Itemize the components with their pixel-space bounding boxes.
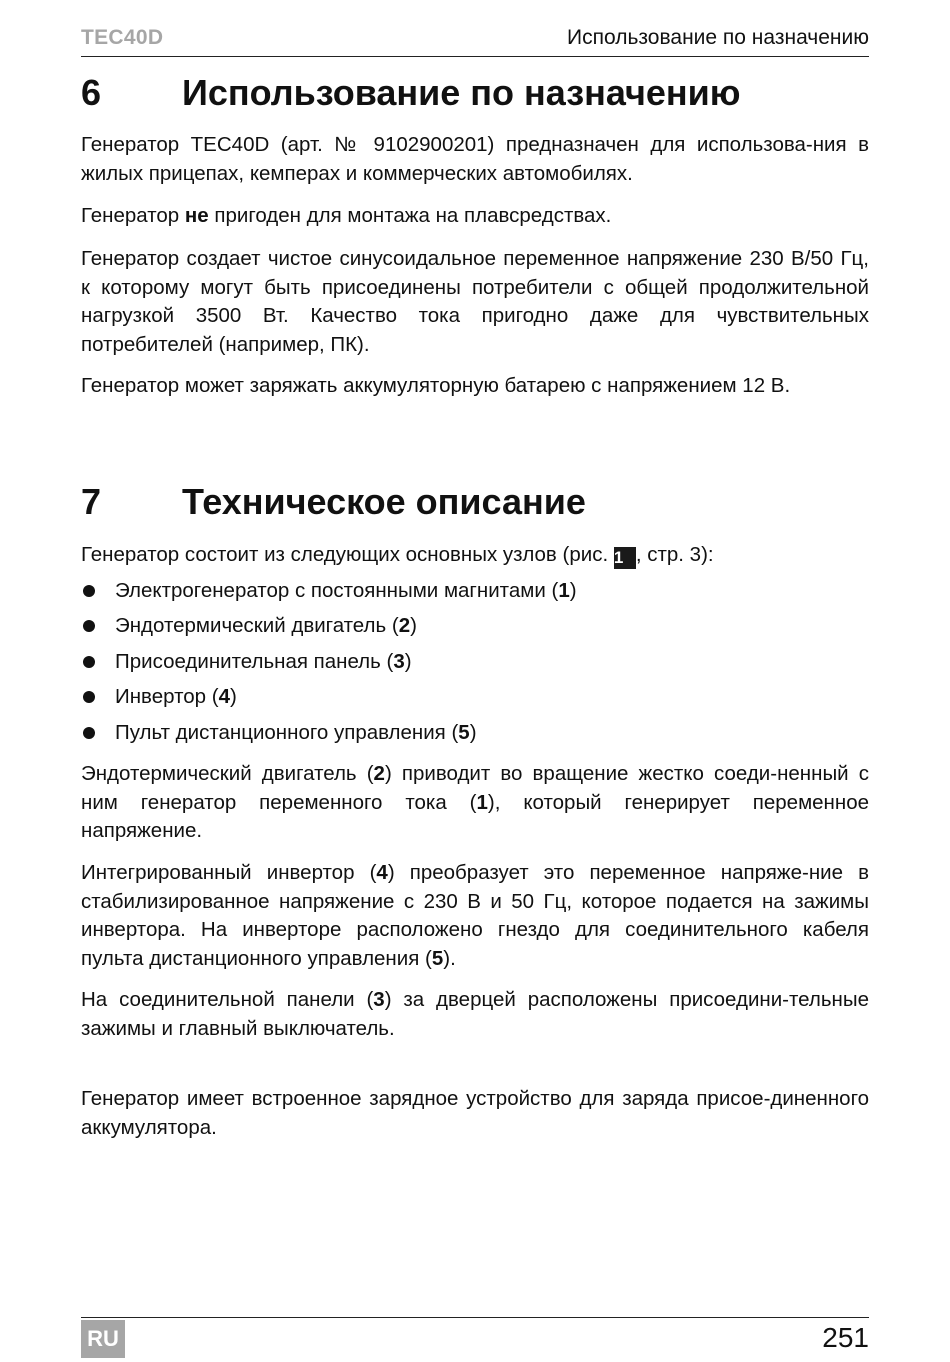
section-6-title: Использование по назначению [182,72,741,113]
text-run: Генератор [81,204,185,227]
text-run: ) [410,614,417,638]
section-6-paragraph-3: Генератор создает чистое синусоидальное переменное напряжение 230 В/50 Гц, к которому могут быть присоединены потребители с общей продолжительной нагрузкой 3500 Вт. Качество тока пригодно даже для чувствительных потребителей (например, ПК). [81,247,869,356]
text-run: , стр. 3): [635,543,714,566]
components-list [81,573,869,750]
text-run: пригоден для монтажа на плавсредствах. [208,204,612,227]
document-page [81,0,869,1362]
text-run: На соединительной панели ( [81,988,374,1011]
bullet-icon [83,620,95,632]
section-6-number: 6 [81,72,102,113]
bold-number: 2 [373,762,385,785]
section-7-heading [81,482,869,522]
text-run: Интегрированный инвертор ( [81,861,377,884]
figure-reference-badge: 1 [614,547,636,569]
list-item [81,715,869,750]
text-run: ) за дверцей расположены присоедини-тельные зажимы и главный выключатель. [81,988,869,1040]
list-item [81,608,869,643]
section-7-number: 7 [81,481,102,522]
list-item [81,573,869,608]
text-run: ) преобразует это переменное напряже-ние в стабилизированное напряжение с 230 В и 50 Гц, которое подается на зажимы инвертора. На инверторе расположено гнездо для соединительного кабеля пульта дистанционного управления ( [81,861,869,970]
list-item-number: 1 [558,579,570,602]
bullet-icon [83,656,95,668]
text-run: Генератор состоит из следующих основных узлов (рис. [81,543,614,566]
bold-number: 1 [476,790,488,814]
section-6-paragraph-1: Генератор TEC40D (арт. № 9102900201) предназначен для использова-ния в жилых прицепах, кемперах и коммерческих автомобилях. [81,133,869,185]
bold-number: 4 [376,861,388,884]
text-run: ) [404,649,412,673]
inverter-paragraph [81,859,869,973]
list-item-label: Эндотермический двигатель ( [115,614,399,638]
bold-number: 5 [431,946,444,970]
list-item-label: Присоединительная панель ( [115,649,394,673]
list-item-number: 3 [393,649,405,673]
product-name: TEC40D [81,26,164,49]
header-section-title: Использование по назначению [567,26,869,49]
bullet-icon [83,727,95,739]
text-run: ) [569,579,577,602]
text-run: ) приводит во вращение жестко соеди-ненный с ним генератор переменного тока ( [81,762,869,814]
text-run: ). [443,946,456,970]
bold-number: 3 [373,988,385,1011]
section-7-title: Техническое описание [182,481,586,522]
engine-paragraph [81,760,869,846]
bullet-icon [83,691,95,703]
list-item-label: Электрогенератор с постоянными магнитами ( [115,579,559,602]
section-7-intro [81,541,869,570]
list-item [81,679,869,714]
section-6-paragraph-4: Генератор может заряжать аккумуляторную батарею с напряжением 12 В. [81,374,791,397]
running-header [81,26,869,57]
charger-paragraph: Генератор имеет встроенное зарядное устройство для заряда присое-диненного аккумулятора. [81,1087,869,1139]
text-run: ), который генерирует переменное напряжение. [81,790,870,842]
page-number: 251 [822,1322,869,1353]
list-item-label: Пульт дистанционного управления ( [115,720,459,744]
bullet-icon [83,585,95,597]
panel-paragraph [81,986,869,1043]
list-item-number: 2 [398,614,411,638]
section-6-paragraph-2 [81,202,869,231]
list-item [81,644,869,679]
language-badge: RU [81,1320,125,1358]
text-run: ) [229,685,237,709]
text-run: ) [469,720,477,744]
bold-text: не [184,204,209,227]
text-run: Эндотермический двигатель ( [81,762,374,785]
list-item-label: Инвертор ( [115,685,219,709]
list-item-number: 4 [218,685,230,709]
footer-divider [81,1317,869,1318]
list-item-number: 5 [458,720,470,744]
section-6-heading [81,73,869,113]
